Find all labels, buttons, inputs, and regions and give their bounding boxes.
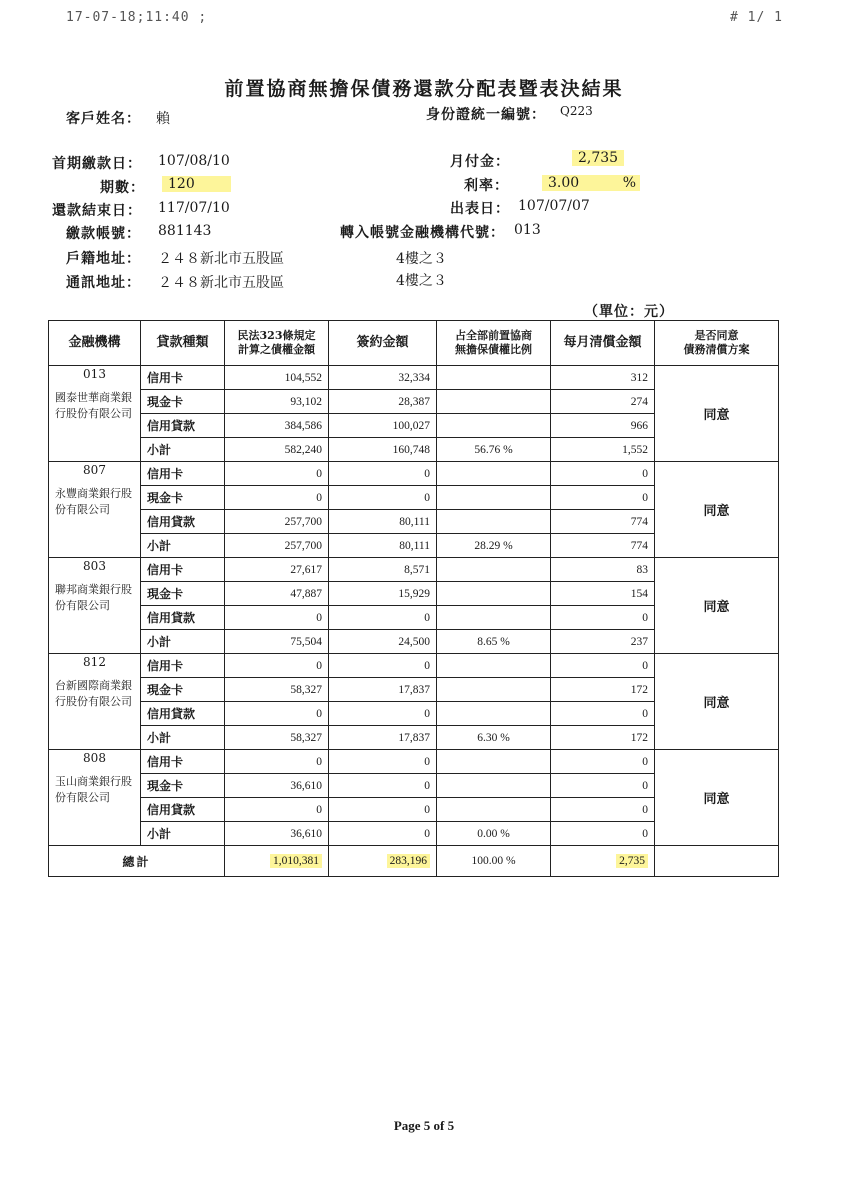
- bank-name: 永豐商業銀行股份有限公司: [55, 487, 132, 516]
- monthly-payment: 2,735: [572, 150, 624, 166]
- table-row: [49, 462, 779, 486]
- loan-type-cell: 小計: [141, 630, 225, 654]
- contract-amount-cell: 32,334: [329, 366, 437, 390]
- claim-amount-cell: 257,700: [225, 510, 329, 534]
- total-monthly-value: 2,735: [616, 854, 648, 868]
- bank-name: 國泰世華商業銀行股份有限公司: [55, 391, 132, 420]
- bank-code: 812: [83, 655, 106, 669]
- monthly-amount-cell: 0: [551, 702, 655, 726]
- contract-amount-cell: 28,387: [329, 390, 437, 414]
- claim-amount-cell: 27,617: [225, 558, 329, 582]
- monthly-amount-cell: 0: [551, 486, 655, 510]
- total-monthly: [551, 846, 655, 877]
- bank-cell: [49, 462, 141, 558]
- loan-type-cell: 信用貸款: [141, 702, 225, 726]
- ratio-cell: 6.30 %: [437, 726, 551, 750]
- mailing-address-floor: 4樓之３: [396, 273, 447, 289]
- agree-cell: 同意: [655, 654, 779, 750]
- bank-name: 台新國際商業銀行股份有限公司: [55, 679, 132, 708]
- contract-amount-cell: 17,837: [329, 678, 437, 702]
- claim-amount-cell: 75,504: [225, 630, 329, 654]
- claim-amount-cell: 58,327: [225, 726, 329, 750]
- rate-label: 利率：: [464, 178, 509, 194]
- total-contract-value: 283,196: [387, 854, 430, 868]
- claim-amount-cell: 93,102: [225, 390, 329, 414]
- table-header-row: [49, 321, 779, 366]
- monthly-amount-cell: 312: [551, 366, 655, 390]
- loan-type-cell: 現金卡: [141, 774, 225, 798]
- bank-name: 玉山商業銀行股份有限公司: [55, 775, 132, 804]
- contract-amount-cell: 100,027: [329, 414, 437, 438]
- ratio-cell: [437, 582, 551, 606]
- ratio-cell: [437, 414, 551, 438]
- monthly-amount-cell: 0: [551, 654, 655, 678]
- header-claim: 民法323條規定 計算之債權金額: [225, 321, 329, 366]
- contract-amount-cell: 160,748: [329, 438, 437, 462]
- monthly-amount-cell: 0: [551, 798, 655, 822]
- contract-amount-cell: 0: [329, 486, 437, 510]
- total-contract: [329, 846, 437, 877]
- issue-date-label: 出表日：: [450, 201, 510, 217]
- agree-cell: 同意: [655, 750, 779, 846]
- ratio-cell: [437, 654, 551, 678]
- loan-type-cell: 現金卡: [141, 390, 225, 414]
- customer-name: 賴: [156, 111, 170, 127]
- claim-amount-cell: 104,552: [225, 366, 329, 390]
- contract-amount-cell: 0: [329, 774, 437, 798]
- monthly-amount-cell: 0: [551, 750, 655, 774]
- monthly-amount-cell: 0: [551, 462, 655, 486]
- contract-amount-cell: 0: [329, 606, 437, 630]
- header-institution: 金融機構: [49, 321, 141, 366]
- ratio-cell: [437, 678, 551, 702]
- bank-code: 808: [83, 751, 106, 765]
- rate-box: [542, 175, 640, 191]
- customer-name-label: 客戶姓名：: [66, 111, 141, 127]
- customer-id-label: 身份證統一編號：: [426, 107, 546, 123]
- ratio-cell: [437, 366, 551, 390]
- bank-name: 聯邦商業銀行股份有限公司: [55, 583, 132, 612]
- rate-unit: %: [622, 175, 636, 191]
- monthly-amount-cell: 154: [551, 582, 655, 606]
- loan-type-cell: 信用卡: [141, 558, 225, 582]
- ratio-cell: [437, 750, 551, 774]
- monthly-amount-cell: 774: [551, 510, 655, 534]
- header-contract: 簽約金額: [329, 321, 437, 366]
- claim-amount-cell: 58,327: [225, 678, 329, 702]
- document-title: 前置協商無擔保債務還款分配表暨表決結果: [224, 78, 624, 100]
- contract-amount-cell: 0: [329, 822, 437, 846]
- claim-amount-cell: 0: [225, 702, 329, 726]
- contract-amount-cell: 80,111: [329, 534, 437, 558]
- claim-amount-cell: 384,586: [225, 414, 329, 438]
- bank-code: 807: [83, 463, 106, 477]
- table-row: [49, 366, 779, 390]
- ratio-cell: 56.76 %: [437, 438, 551, 462]
- loan-type-cell: 信用貸款: [141, 798, 225, 822]
- ratio-cell: [437, 774, 551, 798]
- monthly-amount-cell: 172: [551, 726, 655, 750]
- household-address-label: 戶籍地址：: [66, 251, 141, 267]
- monthly-amount-cell: 0: [551, 606, 655, 630]
- account-label: 繳款帳號：: [66, 226, 141, 242]
- table-row: [49, 654, 779, 678]
- issue-date: 107/07/07: [518, 198, 590, 214]
- contract-amount-cell: 15,929: [329, 582, 437, 606]
- first-payment-date: 107/08/10: [158, 153, 230, 169]
- claim-amount-cell: 0: [225, 462, 329, 486]
- monthly-amount-cell: 966: [551, 414, 655, 438]
- mailing-address: ２４８新北市五股區: [158, 275, 284, 291]
- fax-header-left: 17-07-18;11:40 ;: [66, 10, 208, 25]
- account-number: 881143: [158, 223, 212, 239]
- total-empty: [655, 846, 779, 877]
- claim-amount-cell: 0: [225, 486, 329, 510]
- first-payment-label: 首期繳款日：: [52, 156, 142, 172]
- transfer-code-label: 轉入帳號金融機構代號：: [340, 225, 505, 241]
- claim-amount-cell: 0: [225, 654, 329, 678]
- periods: 120: [162, 176, 231, 192]
- bank-cell: [49, 654, 141, 750]
- ratio-cell: [437, 390, 551, 414]
- allocation-table: [48, 320, 779, 877]
- header-loan-type: 貸款種類: [141, 321, 225, 366]
- ratio-cell: [437, 462, 551, 486]
- loan-type-cell: 小計: [141, 438, 225, 462]
- claim-amount-cell: 0: [225, 798, 329, 822]
- ratio-cell: 28.29 %: [437, 534, 551, 558]
- ratio-cell: [437, 702, 551, 726]
- loan-type-cell: 小計: [141, 822, 225, 846]
- household-address-floor: 4樓之３: [396, 251, 447, 267]
- mailing-address-label: 通訊地址：: [66, 275, 141, 291]
- loan-type-cell: 小計: [141, 726, 225, 750]
- contract-amount-cell: 80,111: [329, 510, 437, 534]
- end-date: 117/07/10: [158, 200, 230, 216]
- claim-amount-cell: 36,610: [225, 822, 329, 846]
- header-agree: 是否同意 債務清償方案: [655, 321, 779, 366]
- loan-type-cell: 信用卡: [141, 750, 225, 774]
- bank-cell: [49, 366, 141, 462]
- ratio-cell: [437, 798, 551, 822]
- bank-cell: [49, 750, 141, 846]
- total-claim: [225, 846, 329, 877]
- rate-value: 3.00: [548, 175, 580, 191]
- periods-label: 期數：: [100, 180, 145, 196]
- table-row: [49, 750, 779, 774]
- claim-amount-cell: 36,610: [225, 774, 329, 798]
- loan-type-cell: 信用貸款: [141, 510, 225, 534]
- unit-note: （單位：元）: [584, 304, 674, 320]
- household-address: ２４８新北市五股區: [158, 251, 284, 267]
- page-footer: Page 5 of 5: [393, 1118, 455, 1133]
- contract-amount-cell: 0: [329, 462, 437, 486]
- contract-amount-cell: 0: [329, 750, 437, 774]
- agree-cell: 同意: [655, 366, 779, 462]
- agree-cell: 同意: [655, 462, 779, 558]
- loan-type-cell: 信用卡: [141, 462, 225, 486]
- monthly-amount-cell: 774: [551, 534, 655, 558]
- loan-type-cell: 信用貸款: [141, 414, 225, 438]
- monthly-payment-label: 月付金：: [450, 154, 510, 170]
- monthly-amount-cell: 0: [551, 822, 655, 846]
- agree-cell: 同意: [655, 558, 779, 654]
- contract-amount-cell: 0: [329, 798, 437, 822]
- contract-amount-cell: 8,571: [329, 558, 437, 582]
- fax-header-right: # 1/ 1: [730, 10, 783, 25]
- table-row: [49, 558, 779, 582]
- end-date-label: 還款結束日：: [52, 203, 142, 219]
- ratio-cell: 8.65 %: [437, 630, 551, 654]
- total-claim-value: 1,010,381: [270, 854, 322, 868]
- customer-id: Q223: [560, 104, 593, 118]
- ratio-cell: [437, 606, 551, 630]
- loan-type-cell: 現金卡: [141, 582, 225, 606]
- monthly-amount-cell: 274: [551, 390, 655, 414]
- loan-type-cell: 信用卡: [141, 654, 225, 678]
- monthly-amount-cell: 172: [551, 678, 655, 702]
- loan-type-cell: 現金卡: [141, 486, 225, 510]
- bank-code: 013: [83, 367, 106, 381]
- claim-amount-cell: 47,887: [225, 582, 329, 606]
- total-row: [49, 846, 779, 877]
- claim-amount-cell: 0: [225, 750, 329, 774]
- transfer-code: 013: [514, 222, 541, 238]
- header-ratio: 占全部前置協商 無擔保債權比例: [437, 321, 551, 366]
- contract-amount-cell: 24,500: [329, 630, 437, 654]
- contract-amount-cell: 17,837: [329, 726, 437, 750]
- header-monthly: 每月清償金額: [551, 321, 655, 366]
- loan-type-cell: 小計: [141, 534, 225, 558]
- bank-cell: [49, 558, 141, 654]
- claim-amount-cell: 582,240: [225, 438, 329, 462]
- bank-code: 803: [83, 559, 106, 573]
- monthly-amount-cell: 83: [551, 558, 655, 582]
- monthly-amount-cell: 0: [551, 774, 655, 798]
- monthly-amount-cell: 1,552: [551, 438, 655, 462]
- ratio-cell: [437, 510, 551, 534]
- ratio-cell: [437, 558, 551, 582]
- contract-amount-cell: 0: [329, 702, 437, 726]
- ratio-cell: [437, 486, 551, 510]
- loan-type-cell: 信用貸款: [141, 606, 225, 630]
- total-ratio: 100.00 %: [437, 846, 551, 877]
- loan-type-cell: 信用卡: [141, 366, 225, 390]
- claim-amount-cell: 0: [225, 606, 329, 630]
- loan-type-cell: 現金卡: [141, 678, 225, 702]
- total-label: 總計: [49, 846, 225, 877]
- monthly-amount-cell: 237: [551, 630, 655, 654]
- claim-amount-cell: 257,700: [225, 534, 329, 558]
- contract-amount-cell: 0: [329, 654, 437, 678]
- ratio-cell: 0.00 %: [437, 822, 551, 846]
